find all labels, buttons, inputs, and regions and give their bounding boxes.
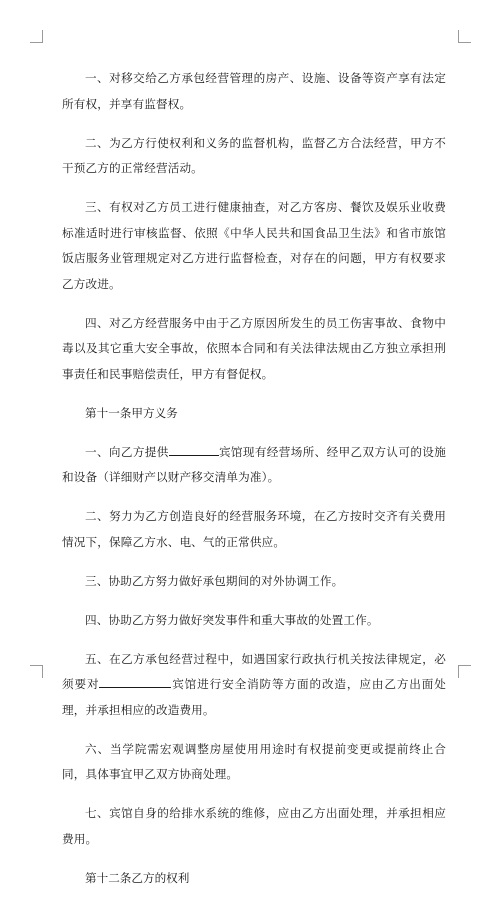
document-body <box>62 66 446 905</box>
paragraph-text-start: 五、在乙方承包经营过程中，如遇国家行政执行机关按法律规定，必须要对 <box>62 651 446 691</box>
paragraph-text-end: 宾馆现有经营场所、经甲乙双方认可的设施和设备（详细财产以财产移交清单为准）。 <box>62 444 446 484</box>
crop-mark-top-left <box>30 30 43 43</box>
paragraph-party-a-duty-6: 六、当学院需宏观调整房屋使用用途时有权提前变更或提前终止合同，具体事宜甲乙双方协商处理。 <box>62 741 446 781</box>
crop-mark-bottom-right <box>458 665 471 678</box>
fill-in-blank <box>99 675 135 688</box>
paragraph-party-a-duty-4: 四、协助乙方努力做好突发事件和重大事故的处置工作。 <box>85 612 379 627</box>
crop-mark-bottom-left <box>30 665 43 678</box>
fill-in-blank <box>169 443 219 456</box>
paragraph-party-a-duty-1 <box>62 440 446 491</box>
paragraph-party-a-right-3: 三、有权对乙方员工进行健康抽查，对乙方客房、餐饮及娱乐业收费标准适时进行审核监督、依照《中华人民共和国食品卫生法》和省市旅馆饭店服务业管理规定对乙方进行监督检查，对存在的问题，甲方有权要求乙方改进。 <box>62 200 446 291</box>
paragraph-text-end: 宾馆进行安全消防等方面的改造，应由乙方出面处理，并承担相应的改造费用。 <box>62 677 447 717</box>
section-heading-article-11: 第十一条甲方义务 <box>85 405 178 420</box>
paragraph-party-a-right-1: 一、对移交给乙方承包经营管理的房产、设施、设备等资产享有法定所有权，并享有监督权。 <box>62 71 446 111</box>
paragraph-party-a-duty-7: 七、宾馆自身的给排水系统的维修，应由乙方出面处理，并承担相应费用。 <box>62 806 446 846</box>
paragraph-party-a-duty-3: 三、协助乙方努力做好承包期间的对外协调工作。 <box>85 573 344 588</box>
paragraph-party-a-duty-5 <box>62 647 446 724</box>
crop-mark-top-right <box>458 30 471 43</box>
paragraph-party-a-duty-2: 二、努力为乙方创造良好的经营服务环境，在乙方按时交齐有关费用情况下，保障乙方水、电、气的正常供应。 <box>62 509 446 549</box>
section-heading-article-12: 第十二条乙方的权利 <box>85 870 190 885</box>
fill-in-blank <box>135 675 171 688</box>
paragraph-text-start: 一、向乙方提供 <box>85 444 169 459</box>
paragraph-party-a-right-2: 二、为乙方行使权利和义务的监督机构，监督乙方合法经营，甲方不干预乙方的正常经营活动。 <box>62 135 446 175</box>
paragraph-party-a-right-4: 四、对乙方经营服务中由于乙方原因所发生的员工伤害事故、食物中毒以及其它重大安全事故，依照本合同和有关法律法规由乙方独立承担刑事责任和民事赔偿责任，甲方有督促权。 <box>62 315 446 381</box>
